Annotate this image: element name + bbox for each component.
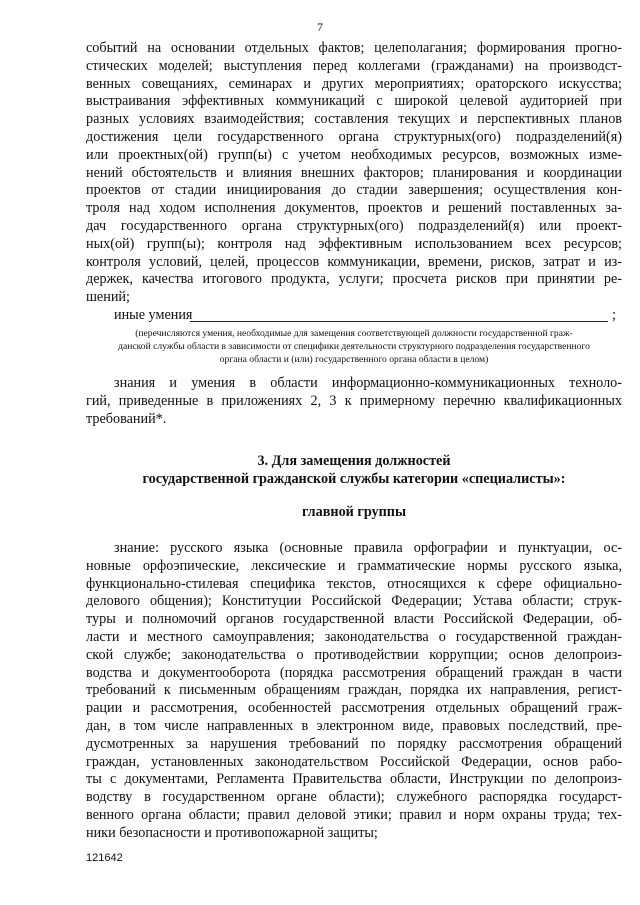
note-line: органа области и (или) государственного органа области в целом) — [219, 353, 489, 365]
text-line: ных(ой) групп(ы); контроля над эффективным использованием всех ресурсов; — [86, 235, 622, 252]
text-line: ты с документами, Регламента Правительства области, Инструкции по делопроиз- — [86, 771, 622, 788]
other-skills-end: ; — [612, 306, 616, 323]
section-heading-line: государственной гражданской службы категории «специалисты»: — [142, 471, 566, 487]
text-line: водству в государственном органе области); служебного распорядка государст- — [86, 789, 622, 806]
other-skills-row — [86, 307, 622, 325]
page-number: 7 — [317, 20, 323, 34]
text-line: венного органа области; правил деловой этики; правил и норм охраны труда; тех- — [86, 806, 622, 823]
text-line: требований*. — [86, 410, 167, 427]
text-line: проектов от стадии инициирования до стадии завершения; осуществления кон- — [86, 182, 622, 199]
paragraph-knowledge — [86, 540, 622, 843]
text-line: делового общения); Конституции Российской Федерации; Устава области; струк- — [86, 593, 622, 610]
paragraph-ict — [86, 375, 622, 428]
text-line: держек, качества итогового продукта, услуги; просчета рисков при принятии ре- — [86, 271, 622, 288]
text-line: новные орфоэпические, лексические и грамматические нормы русского языка, — [86, 557, 622, 574]
group-heading: главной группы — [301, 504, 407, 520]
text-line: контроля условий, целей, процессов коммуникации, времени, рисков, затрат и из- — [86, 253, 622, 270]
text-line: троля над ходом исполнения документов, проектов и решений поставленных за- — [86, 200, 622, 217]
text-line: событий на основании отдельных фактов; целеполагания; формирования прогно- — [86, 40, 622, 56]
paragraph-skills — [86, 40, 622, 366]
text-line: дусмотренных за нарушения требований по порядку рассмотрения обращений — [86, 735, 622, 752]
text-line: знание: русского языка (основные правила орфографии и пунктуации, ос- — [114, 540, 622, 556]
section-heading — [86, 452, 622, 488]
text-line: дан, в том числе направленных в электронном виде, правовых последствий, пре- — [86, 717, 622, 734]
text-line: граждан, установленных законодательством Российской Федерации, основ рабо- — [86, 753, 622, 770]
footnote-hint — [86, 327, 622, 366]
section-heading-line: 3. Для замещения должностей — [257, 453, 451, 469]
text-line: разных условиях взаимодействия; составления текущих и перспективных планов — [86, 111, 622, 128]
footer-code: 121642 — [86, 852, 123, 864]
text-line: достижения цели государственного органа структурных(ого) подразделений(я) — [86, 128, 622, 145]
text-line: водства и документооборота (порядка рассмотрения обращений граждан в части — [86, 664, 622, 681]
note-line: (перечисляются умения, необходимые для замещения соответствующей должности государственной граж- — [135, 327, 573, 339]
text-line: дач государственного органа структурных(ого) подразделений(я) или проект- — [86, 217, 622, 234]
text-line: ники безопасности и противопожарной защиты; — [86, 824, 378, 841]
text-line: нений обстоятельств и влияния внешних факторов; планирования и координации — [86, 164, 622, 181]
other-skills-blank — [190, 321, 608, 322]
other-skills-label: иные умения — [114, 306, 193, 323]
text-line: гий, приведенные в приложениях 2, 3 к примерному перечню квалификационных — [86, 392, 622, 409]
text-line: выстраивания эффективных коммуникаций с широкой целевой аудиторией при — [86, 93, 622, 110]
text-line: или проектных(ой) групп(ы) с учетом необходимых ресурсов, возможных изме- — [86, 146, 622, 163]
text-line: ской службе; законодательства о противодействии коррупции; основ делопроиз- — [86, 646, 622, 663]
text-line: венных совещаниях, семинарах и других мероприятиях; ораторского искусства; — [86, 75, 622, 92]
text-line: ласти и местного самоуправления; законодательства о государственной граждан- — [86, 628, 622, 645]
text-line: функционально-стилевая специфика текстов, относящихся к сфере официально- — [86, 575, 622, 592]
note-line: данской службы области в зависимости от специфики деятельности структурного подразделения государственного — [118, 340, 590, 352]
text-line: стических моделей; выступления перед коллегами (гражданами) на производст- — [86, 57, 622, 74]
text-line: знания и умения в области информационно-коммуникационных техноло- — [114, 375, 622, 391]
text-line: рации и рассмотрения, особенностей рассмотрения отдельных обращений граж- — [86, 700, 622, 717]
text-line: шений; — [86, 289, 130, 306]
text-line: туры и полномочий органов государственной власти Российской Федерации, об- — [86, 611, 622, 628]
text-line: требований к письменным обращениям граждан, порядка их направления, регист- — [86, 682, 622, 699]
